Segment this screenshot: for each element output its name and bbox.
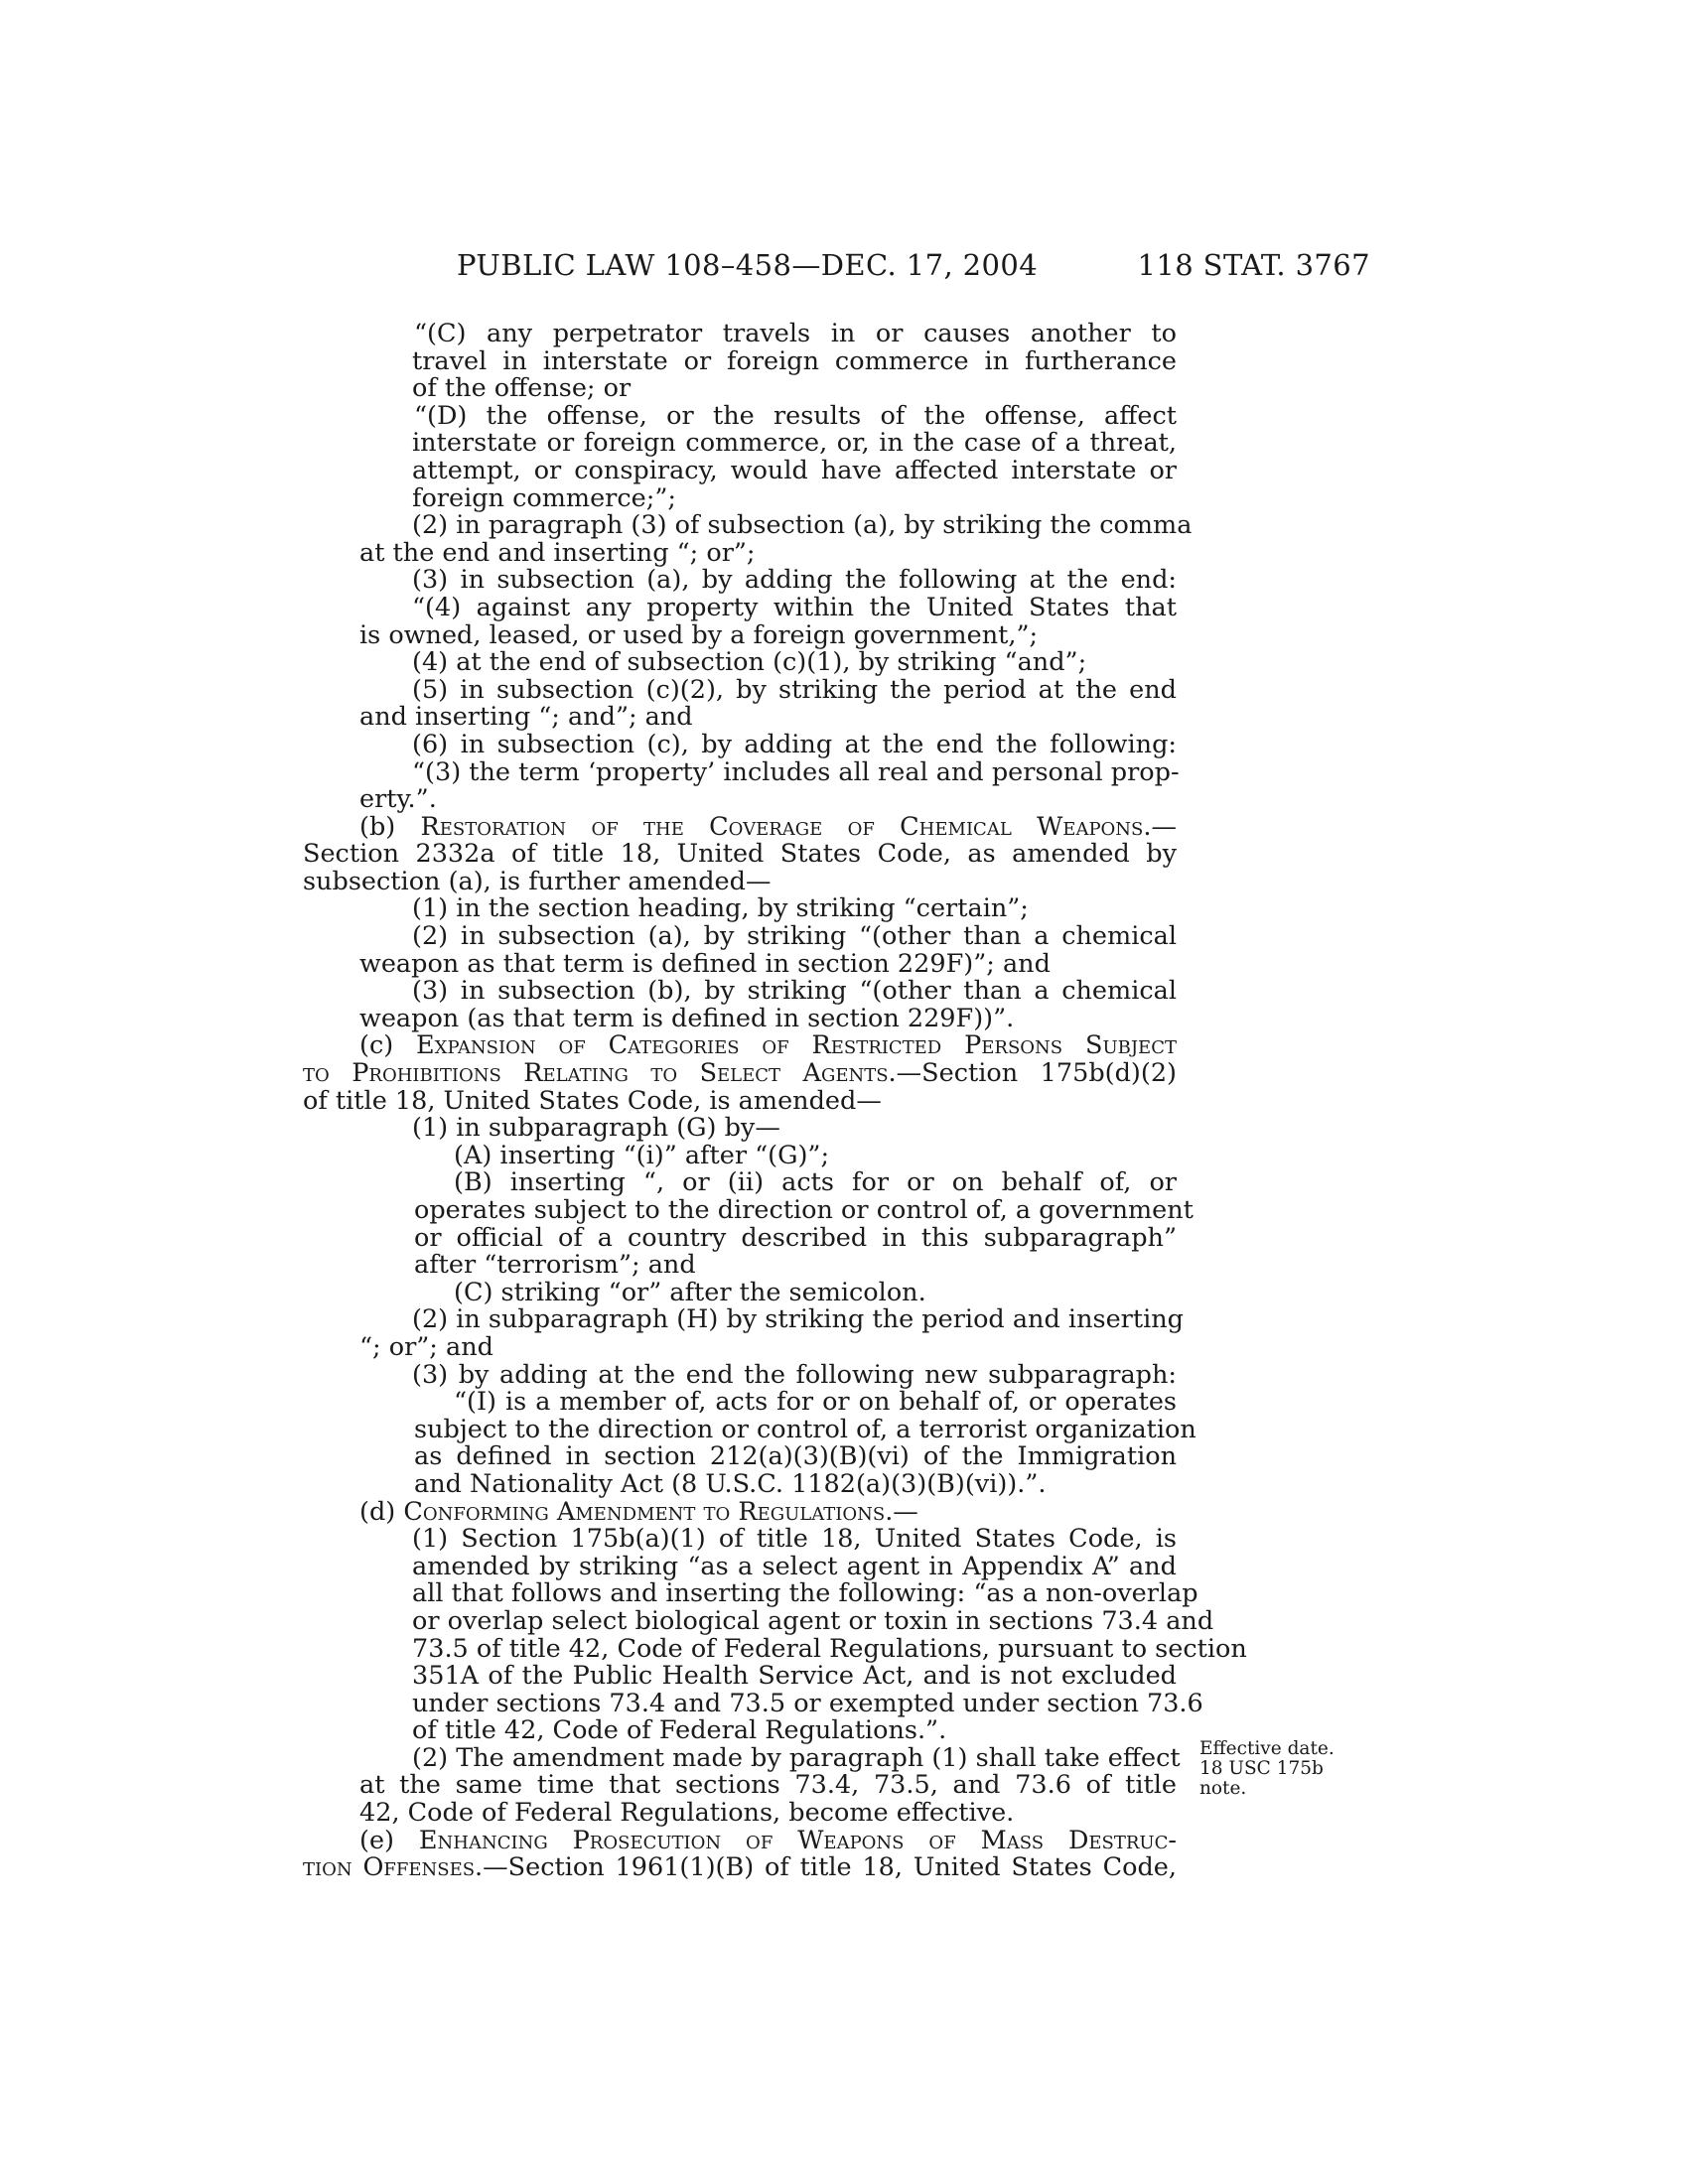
text-line: “(3) the term ‘property’ includes all real and personal prop- <box>412 756 1180 787</box>
text-line: is owned, leased, or used by a foreign government,”; <box>359 619 1039 650</box>
text-line: 73.5 of title 42, Code of Federal Regulations, pursuant to section <box>412 1633 1247 1664</box>
text-line: (3) in subsection (b), by striking “(other than a chemical <box>412 976 1177 1007</box>
text-line: weapon as that term is defined in section 229F)”; and <box>359 948 1051 979</box>
text-line: (3) in subsection (a), by adding the following at the end: <box>412 565 1177 596</box>
text-line: “(D) the offense, or the results of the offense, affect <box>414 400 1177 431</box>
text-line: “(I) is a member of, acts for or on behalf of, or operates <box>454 1387 1177 1418</box>
text-line: (2) in paragraph (3) of subsection (a), by striking the comma <box>412 510 1193 541</box>
text-line: (3) by adding at the end the following new subparagraph: <box>412 1359 1177 1390</box>
text-line: (2) in subparagraph (H) by striking the period and inserting <box>412 1304 1185 1335</box>
text-line: (4) at the end of subsection (c)(1), by striking “and”; <box>412 647 1087 678</box>
text-line: “; or”; and <box>359 1331 493 1362</box>
text-line: or overlap select biological agent or toxin in sections 73.4 and <box>412 1605 1214 1636</box>
text-line: operates subject to the direction or control of, a government <box>414 1195 1194 1225</box>
statute-page-number: 118 STAT. 3767 <box>1137 248 1370 282</box>
section-heading-run: Conforming Amendment to Regulations.— <box>403 1496 918 1527</box>
text-line: (2) The amendment made by paragraph (1) shall take effect <box>412 1742 1181 1773</box>
section-heading-run: Expansion of Categories of Restricted Persons Subject <box>416 1030 1177 1061</box>
text-line: of the offense; or <box>412 373 632 404</box>
margin-note-effective-date <box>1199 1739 1338 1799</box>
text-line: (6) in subsection (c), by adding at the end the following: <box>412 729 1177 759</box>
page-header <box>303 248 1370 288</box>
text-line: foreign commerce;”; <box>412 482 676 513</box>
statute-body-text <box>303 319 1247 1883</box>
text-line: (2) in subsection (a), by striking “(other than a chemical <box>412 921 1177 952</box>
text-line: (B) inserting “, or (ii) acts for or on behalf of, or <box>454 1167 1177 1198</box>
text-line: (A) inserting “(i)” after “(G)”; <box>454 1140 830 1170</box>
text-line: 42, Code of Federal Regulations, become effective. <box>359 1798 1015 1829</box>
text-line: (1) in the section heading, by striking “certain”; <box>412 893 1029 924</box>
text-line: Section 2332a of title 18, United States Code, as amended by <box>303 839 1177 870</box>
text-line: amended by striking “as a select agent in Appendix A” and <box>412 1551 1177 1581</box>
text-line: “(4) against any property within the United States that <box>412 592 1177 622</box>
text-line: under sections 73.4 and 73.5 or exempted under section 73.6 <box>412 1688 1203 1718</box>
text-line: “(C) any perpetrator travels in or causes another to <box>414 319 1177 348</box>
text-line: subsection (a), is further amended— <box>303 866 772 896</box>
text-line: after “terrorism”; and <box>414 1250 696 1281</box>
margin-note-line: 18 USC 175b <box>1199 1758 1324 1779</box>
text-line: travel in interstate or foreign commerce in furtherance <box>412 345 1177 376</box>
text-line: (1) in subparagraph (G) by— <box>412 1113 780 1144</box>
text-line: or official of a country described in this subparagraph” <box>414 1222 1177 1253</box>
text-line: (b) Restoration of the Coverage of Chemical Weapons.— <box>359 811 1177 842</box>
text-line: tion Offenses.—Section 1961(1)(B) of title 18, United States Code, <box>303 1852 1177 1883</box>
text-line: (c) Expansion of Categories of Restricted Persons Subject <box>359 1030 1177 1061</box>
section-heading-run: to Prohibitions Relating to Select Agents.— <box>303 1058 922 1089</box>
margin-note-line: note. <box>1199 1778 1247 1799</box>
section-heading-run: tion Offenses.— <box>303 1852 508 1883</box>
text-line: erty.”. <box>359 784 437 815</box>
text-line: (C) striking “or” after the semicolon. <box>454 1277 926 1307</box>
text-line: subject to the direction or control of, a terrorist organization <box>414 1414 1196 1444</box>
text-line: and Nationality Act (8 U.S.C. 1182(a)(3)(B)(vi)).”. <box>414 1468 1047 1499</box>
text-line: (5) in subsection (c)(2), by striking the period at the end <box>412 674 1177 705</box>
text-line: at the same time that sections 73.4, 73.5, and 73.6 of title <box>359 1770 1177 1801</box>
section-heading-run: Enhancing Prosecution of Weapons of Mass Destruc- <box>418 1825 1177 1855</box>
margin-note-line: Effective date. <box>1199 1738 1335 1759</box>
text-line: (1) Section 175b(a)(1) of title 18, United States Code, is <box>412 1524 1177 1555</box>
text-line: to Prohibitions Relating to Select Agents.—Section 175b(d)(2) <box>303 1058 1177 1089</box>
text-line: weapon (as that term is defined in section 229F))”. <box>359 1003 1015 1033</box>
text-line: 351A of the Public Health Service Act, and is not excluded <box>412 1661 1177 1692</box>
text-line: attempt, or conspiracy, would have affected interstate or <box>412 455 1177 485</box>
text-line: of title 18, United States Code, is amended— <box>303 1085 882 1116</box>
text-line: (d) Conforming Amendment to Regulations.— <box>359 1496 918 1527</box>
text-line: all that follows and inserting the following: “as a non-overlap <box>412 1578 1198 1609</box>
text-line: interstate or foreign commerce, or, in the case of a threat, <box>412 428 1177 459</box>
text-line: of title 42, Code of Federal Regulations.”. <box>412 1715 947 1746</box>
text-line: as defined in section 212(a)(3)(B)(vi) of the Immigration <box>414 1441 1177 1472</box>
text-line: at the end and inserting “; or”; <box>359 537 756 568</box>
text-line: and inserting “; and”; and <box>359 702 693 733</box>
section-heading-run: Restoration of the Coverage of Chemical Weapons.— <box>420 811 1177 842</box>
text-line: (e) Enhancing Prosecution of Weapons of Mass Destruc- <box>359 1825 1177 1855</box>
law-title: PUBLIC LAW 108–458—DEC. 17, 2004 <box>457 248 1039 282</box>
